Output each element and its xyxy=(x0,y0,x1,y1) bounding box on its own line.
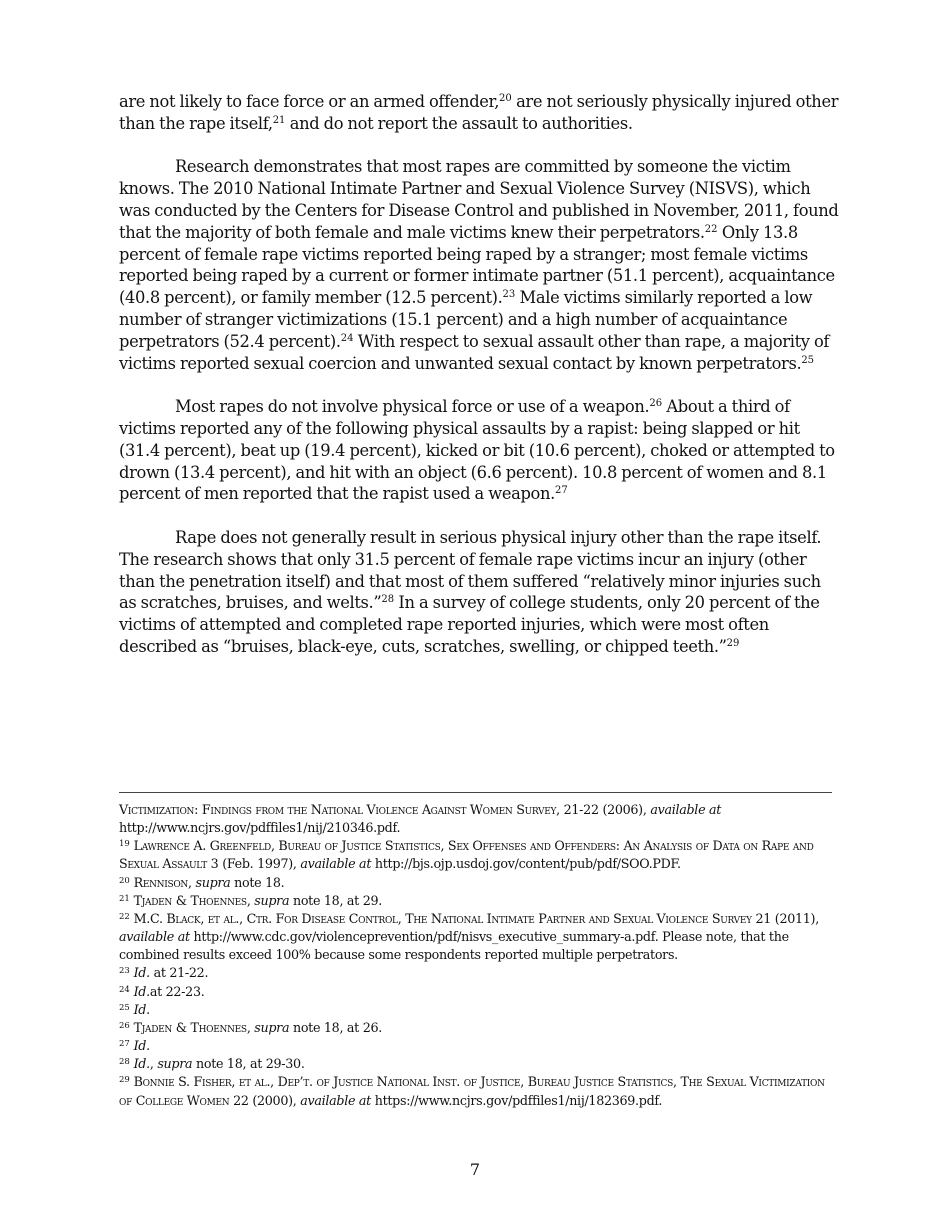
italic-text: available at xyxy=(300,856,372,872)
text-run: at 22-23. xyxy=(149,983,205,999)
italic-text: Id. xyxy=(133,1056,150,1072)
text-run: http://bjs.ojp.usdoj.gov/content/pub/pdf/SOO.PDF. xyxy=(371,856,681,872)
italic-text: Id. xyxy=(133,1001,150,1017)
footnote-22 xyxy=(119,910,835,964)
text-run: , xyxy=(188,874,196,890)
small-caps-text: Rennison xyxy=(133,874,189,890)
footnote-20 xyxy=(119,874,835,892)
footnote-29 xyxy=(119,1073,835,1109)
footnote-ref-23: 23 xyxy=(119,966,130,977)
text-run: and do not report the assault to authorities. xyxy=(285,113,633,133)
footnote-25 xyxy=(119,1001,835,1019)
footnote-ref-29: 29 xyxy=(119,1075,130,1086)
footnote-ref-23: 23 xyxy=(502,289,516,301)
footnote-ref-21: 21 xyxy=(272,114,286,126)
italic-text: Id. xyxy=(133,1038,150,1054)
text-run: are not likely to face force or an armed offender, xyxy=(119,92,500,111)
paragraph-continuation xyxy=(119,91,839,135)
footnote-ref-29: 29 xyxy=(726,637,740,649)
text-run: , xyxy=(246,1019,255,1035)
footnote-18-continued xyxy=(119,801,835,837)
text-run: With respect to sexual assault other than rape, a majority of victims reported sexual coercion and unwanted sexual contact by known perpetrators. xyxy=(119,331,830,373)
footnote-ref-24: 24 xyxy=(340,332,354,344)
text-run: are not seriously physically injured other than the rape itself, xyxy=(119,92,839,133)
small-caps-text: Victimization: Findings from the National Violence Against Women Survey xyxy=(119,802,557,817)
footnotes xyxy=(119,801,835,1110)
footnote-ref-26: 26 xyxy=(649,398,663,410)
page-number: 7 xyxy=(469,1160,481,1179)
text-run: note 18, at 29-30. xyxy=(192,1056,305,1072)
small-caps-text: M.C. Black, et al., Ctr. For Disease Control, The National Intimate Partner and Sexual Violence Survey xyxy=(133,910,752,926)
footnote-21 xyxy=(119,892,835,910)
text-run: at 21-22. xyxy=(149,965,209,981)
italic-text: supra xyxy=(254,892,290,908)
text-run: Rape does not generally result in serious physical injury other than the rape itself. The research shows that only 31.5 percent of female rape victims incur an injury (other than the penetration itself) and that most of them suffered “relatively minor injuries such as scratches, bruises, and welts.” xyxy=(119,527,822,613)
footnote-24 xyxy=(119,983,835,1001)
text-run: About a third of victims reported any of the following physical assaults by a rapist: being slapped or hit (31.4 percent), beat up (19.4 percent), kicked or bit (10.6 percent), choked or attempted to drown (13.4 percent), and hit with an object (6.6 percent). 10.8 percent of women and 8.1 percent of men reported that the rapist used a weapon. xyxy=(119,397,835,504)
italic-text: Id. xyxy=(133,965,150,981)
small-caps-text: Tjaden & Thoennes xyxy=(133,1019,247,1035)
italic-text: supra xyxy=(157,1056,193,1072)
footnote-ref-26: 26 xyxy=(119,1020,130,1031)
text-run: note 18, at 26. xyxy=(289,1019,382,1035)
footnote-23 xyxy=(119,964,835,982)
italic-text: available at xyxy=(650,802,722,817)
italic-text: Id. xyxy=(133,983,150,999)
text-run: 3 (Feb. 1997), xyxy=(206,856,301,872)
small-caps-text: Bonnie S. Fisher, et al., Dep’t. of Justice National Inst. of Justice, Bureau Justice Statistics, The Sexual Victimization of College Women xyxy=(119,1074,825,1108)
footnote-ref-22: 22 xyxy=(119,911,130,922)
footnote-ref-20: 20 xyxy=(499,93,512,104)
text-run: http://www.cdc.gov/violenceprevention/pdf/nisvs_executive_summary-a.pdf. Please note, that the combined results exceed 100% because some respondents reported multiple perpetrators. xyxy=(119,929,789,963)
footnote-ref-24: 24 xyxy=(119,984,130,995)
footnote-26 xyxy=(119,1019,835,1037)
italic-text: supra xyxy=(195,874,231,890)
body-text xyxy=(119,91,839,680)
footnote-ref-28: 28 xyxy=(381,594,395,606)
italic-text: supra xyxy=(254,1019,290,1035)
text-run: https://www.ncjrs.gov/pdffiles1/nij/182369.pdf. xyxy=(370,1092,663,1108)
text-run: 21 (2011), xyxy=(751,910,819,926)
text-run: http://www.ncjrs.gov/pdffiles1/nij/210346.pdf. xyxy=(119,820,401,836)
footnote-ref-19: 19 xyxy=(119,839,130,850)
footnote-separator xyxy=(119,792,832,793)
text-run: Only 13.8 percent of female rape victims reported being raped by a stranger; most female victims reported being raped by a current or former intimate partner (51.1 percent), acquaintance (40.8 percent), or family member (12.5 percent). xyxy=(119,222,835,308)
footnote-ref-20: 20 xyxy=(119,875,130,886)
italic-text: available at xyxy=(300,1092,371,1108)
footnote-ref-27: 27 xyxy=(119,1039,130,1050)
text-run: Research demonstrates that most rapes are committed by someone the victim knows. The 2010 National Intimate Partner and Sexual Violence Survey (NISVS), which was conducted by the Centers for Disease Control and published in November, 2011, found that the majority of both female and male victims knew their perpetrators. xyxy=(119,157,839,242)
paragraph-physical-force xyxy=(119,396,839,505)
footnote-ref-22: 22 xyxy=(704,223,718,235)
text-run: , xyxy=(149,1056,158,1072)
text-run: Male victims similarly reported a low number of stranger victimizations (15.1 percent) and a high number of acquaintance perpetrators (52.4 percent). xyxy=(119,288,813,351)
italic-text: available at xyxy=(119,929,190,945)
text-run: 22 (2000), xyxy=(229,1092,301,1108)
footnote-ref-27: 27 xyxy=(554,485,568,497)
text-run: , xyxy=(246,892,255,908)
text-run: In a survey of college students, only 20 percent of the victims of attempted and completed rape reported injuries, which were most often described as “bruises, black-eye, cuts, scratches, swelling, or chipped teeth.” xyxy=(119,593,820,656)
footnote-ref-21: 21 xyxy=(119,893,130,904)
text-run: Most rapes do not involve physical force or use of a weapon. xyxy=(175,397,650,417)
footnote-28 xyxy=(119,1055,835,1073)
small-caps-text: Tjaden & Thoennes xyxy=(133,892,247,908)
footnote-ref-28: 28 xyxy=(119,1057,130,1068)
text-run: , 21-22 (2006), xyxy=(556,802,651,817)
small-caps-text: Lawrence A. Greenfeld, Bureau of Justice Statistics, Sex Offenses and Offenders: An Analysis of Data on Rape and Sexual Assault xyxy=(119,838,814,872)
footnote-27 xyxy=(119,1037,835,1055)
text-run: note 18. xyxy=(230,874,285,890)
footnote-ref-25: 25 xyxy=(119,1002,130,1013)
paragraph-physical-injury xyxy=(119,527,839,658)
footnote-19 xyxy=(119,837,835,873)
text-run: note 18, at 29. xyxy=(289,892,382,908)
paragraph-acquaintance-perpetrators xyxy=(119,156,839,374)
footnote-ref-25: 25 xyxy=(801,354,815,366)
